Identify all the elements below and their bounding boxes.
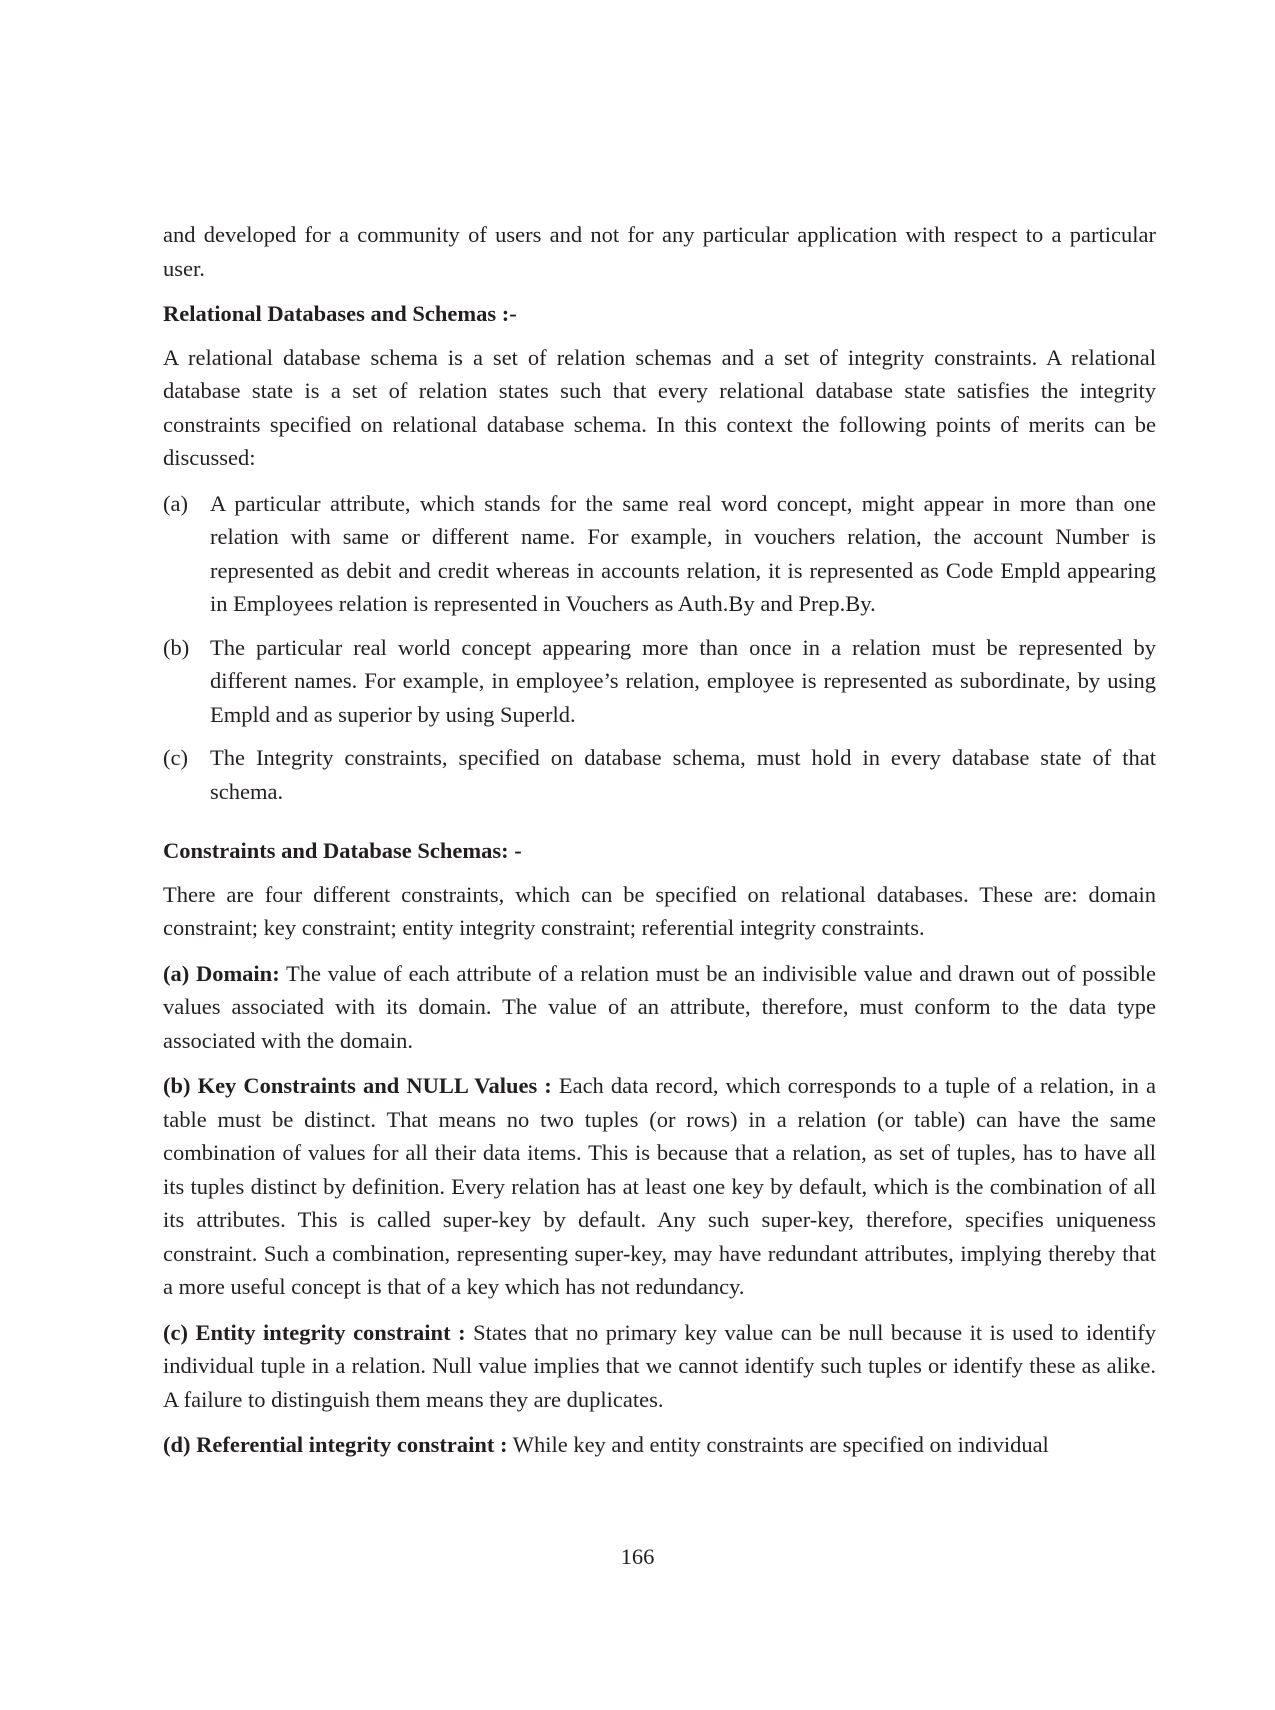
list-marker: (a)	[163, 490, 188, 516]
constraint-text-domain: The value of each attribute of a relation must be an indivisible value and drawn out of possible values associated with its domain. The value of an attribute, therefore, must conform to the data type associated with the domain.	[163, 960, 1157, 1053]
section-heading-relational-databases: Relational Databases and Schemas :-	[163, 301, 517, 326]
constraint-paragraph-key	[163, 1069, 1156, 1304]
section-paragraph-constraints: There are four different constraints, which can be specified on relational databases. These are: domain constraint; key constraint; entity integrity constraint; referential integrity constraints.	[163, 881, 1156, 940]
list-item-text: The Integrity constraints, specified on database schema, must hold in every database state of that schema.	[210, 745, 1156, 804]
constraint-paragraph-referential	[163, 1428, 1156, 1462]
constraint-text-key: Each data record, which corresponds to a tuple of a relation, in a table must be distinct. That means no two tuples (or rows) in a relation (or table) can have the same combination of values for all their data items. This is because that a relation, as set of tuples, has to have all its tuples distinct by definition. Every relation has at least one key by default, which is the combination of all its attributes. This is called super-key by default. Any such super-key, therefore, specifies uniqueness constraint. Such a combination, representing super-key, may have redundant attributes, implying thereby that a more useful concept is that of a key which has not redundancy.	[163, 1073, 1156, 1299]
page-number: 166	[620, 1544, 655, 1569]
list-marker: (b)	[163, 634, 190, 660]
constraint-lead-entity: (c) Entity integrity constraint :	[163, 1319, 466, 1345]
section-paragraph-relational-databases: A relational database schema is a set of relation schemas and a set of integrity constraints. A relational database state is a set of relation states such that every relational database state satisfies the integrity constraints specified on relational database schema. In this context the following points of merits can be discussed:	[163, 344, 1156, 470]
list-item-text: The particular real world concept appearing more than once in a relation must be represented by different names. For example, in employee’s relation, employee is represented as subordinate, by using Empld and as superior by using Superld.	[210, 634, 1156, 727]
constraint-paragraph-entity	[163, 1316, 1156, 1417]
section-heading-constraints: Constraints and Database Schemas: -	[163, 838, 522, 863]
intro-paragraph: and developed for a community of users and not for any particular application with respect to a particular user.	[163, 222, 1156, 281]
constraint-lead-referential: (d) Referential integrity constraint :	[163, 1432, 508, 1457]
list-item	[163, 487, 1156, 621]
constraint-text-entity: States that no primary key value can be null because it is used to identify individual tuple in a relation. Null value implies that we cannot identify such tuples or identify these as alike. A failure to distinguish them means they are duplicates.	[163, 1319, 1156, 1412]
page-content	[163, 218, 1156, 1474]
list-item	[163, 631, 1156, 732]
constraint-text-referential: While key and entity constraints are specified on individual	[507, 1432, 1049, 1457]
list-item-text: A particular attribute, which stands for the same real word concept, might appear in more than one relation with same or different name. For example, in vouchers relation, the account Number is represented as debit and credit whereas in accounts relation, it is represented as Code Empld appearing in Employees relation is represented in Vouchers as Auth.By and Prep.By.	[210, 490, 1156, 616]
constraint-lead-key: (b) Key Constraints and NULL Values :	[163, 1073, 552, 1098]
constraint-paragraph-domain	[163, 957, 1156, 1058]
constraint-lead-domain: (a) Domain:	[163, 960, 280, 986]
list-item	[163, 741, 1156, 808]
list-marker: (c)	[163, 745, 188, 770]
